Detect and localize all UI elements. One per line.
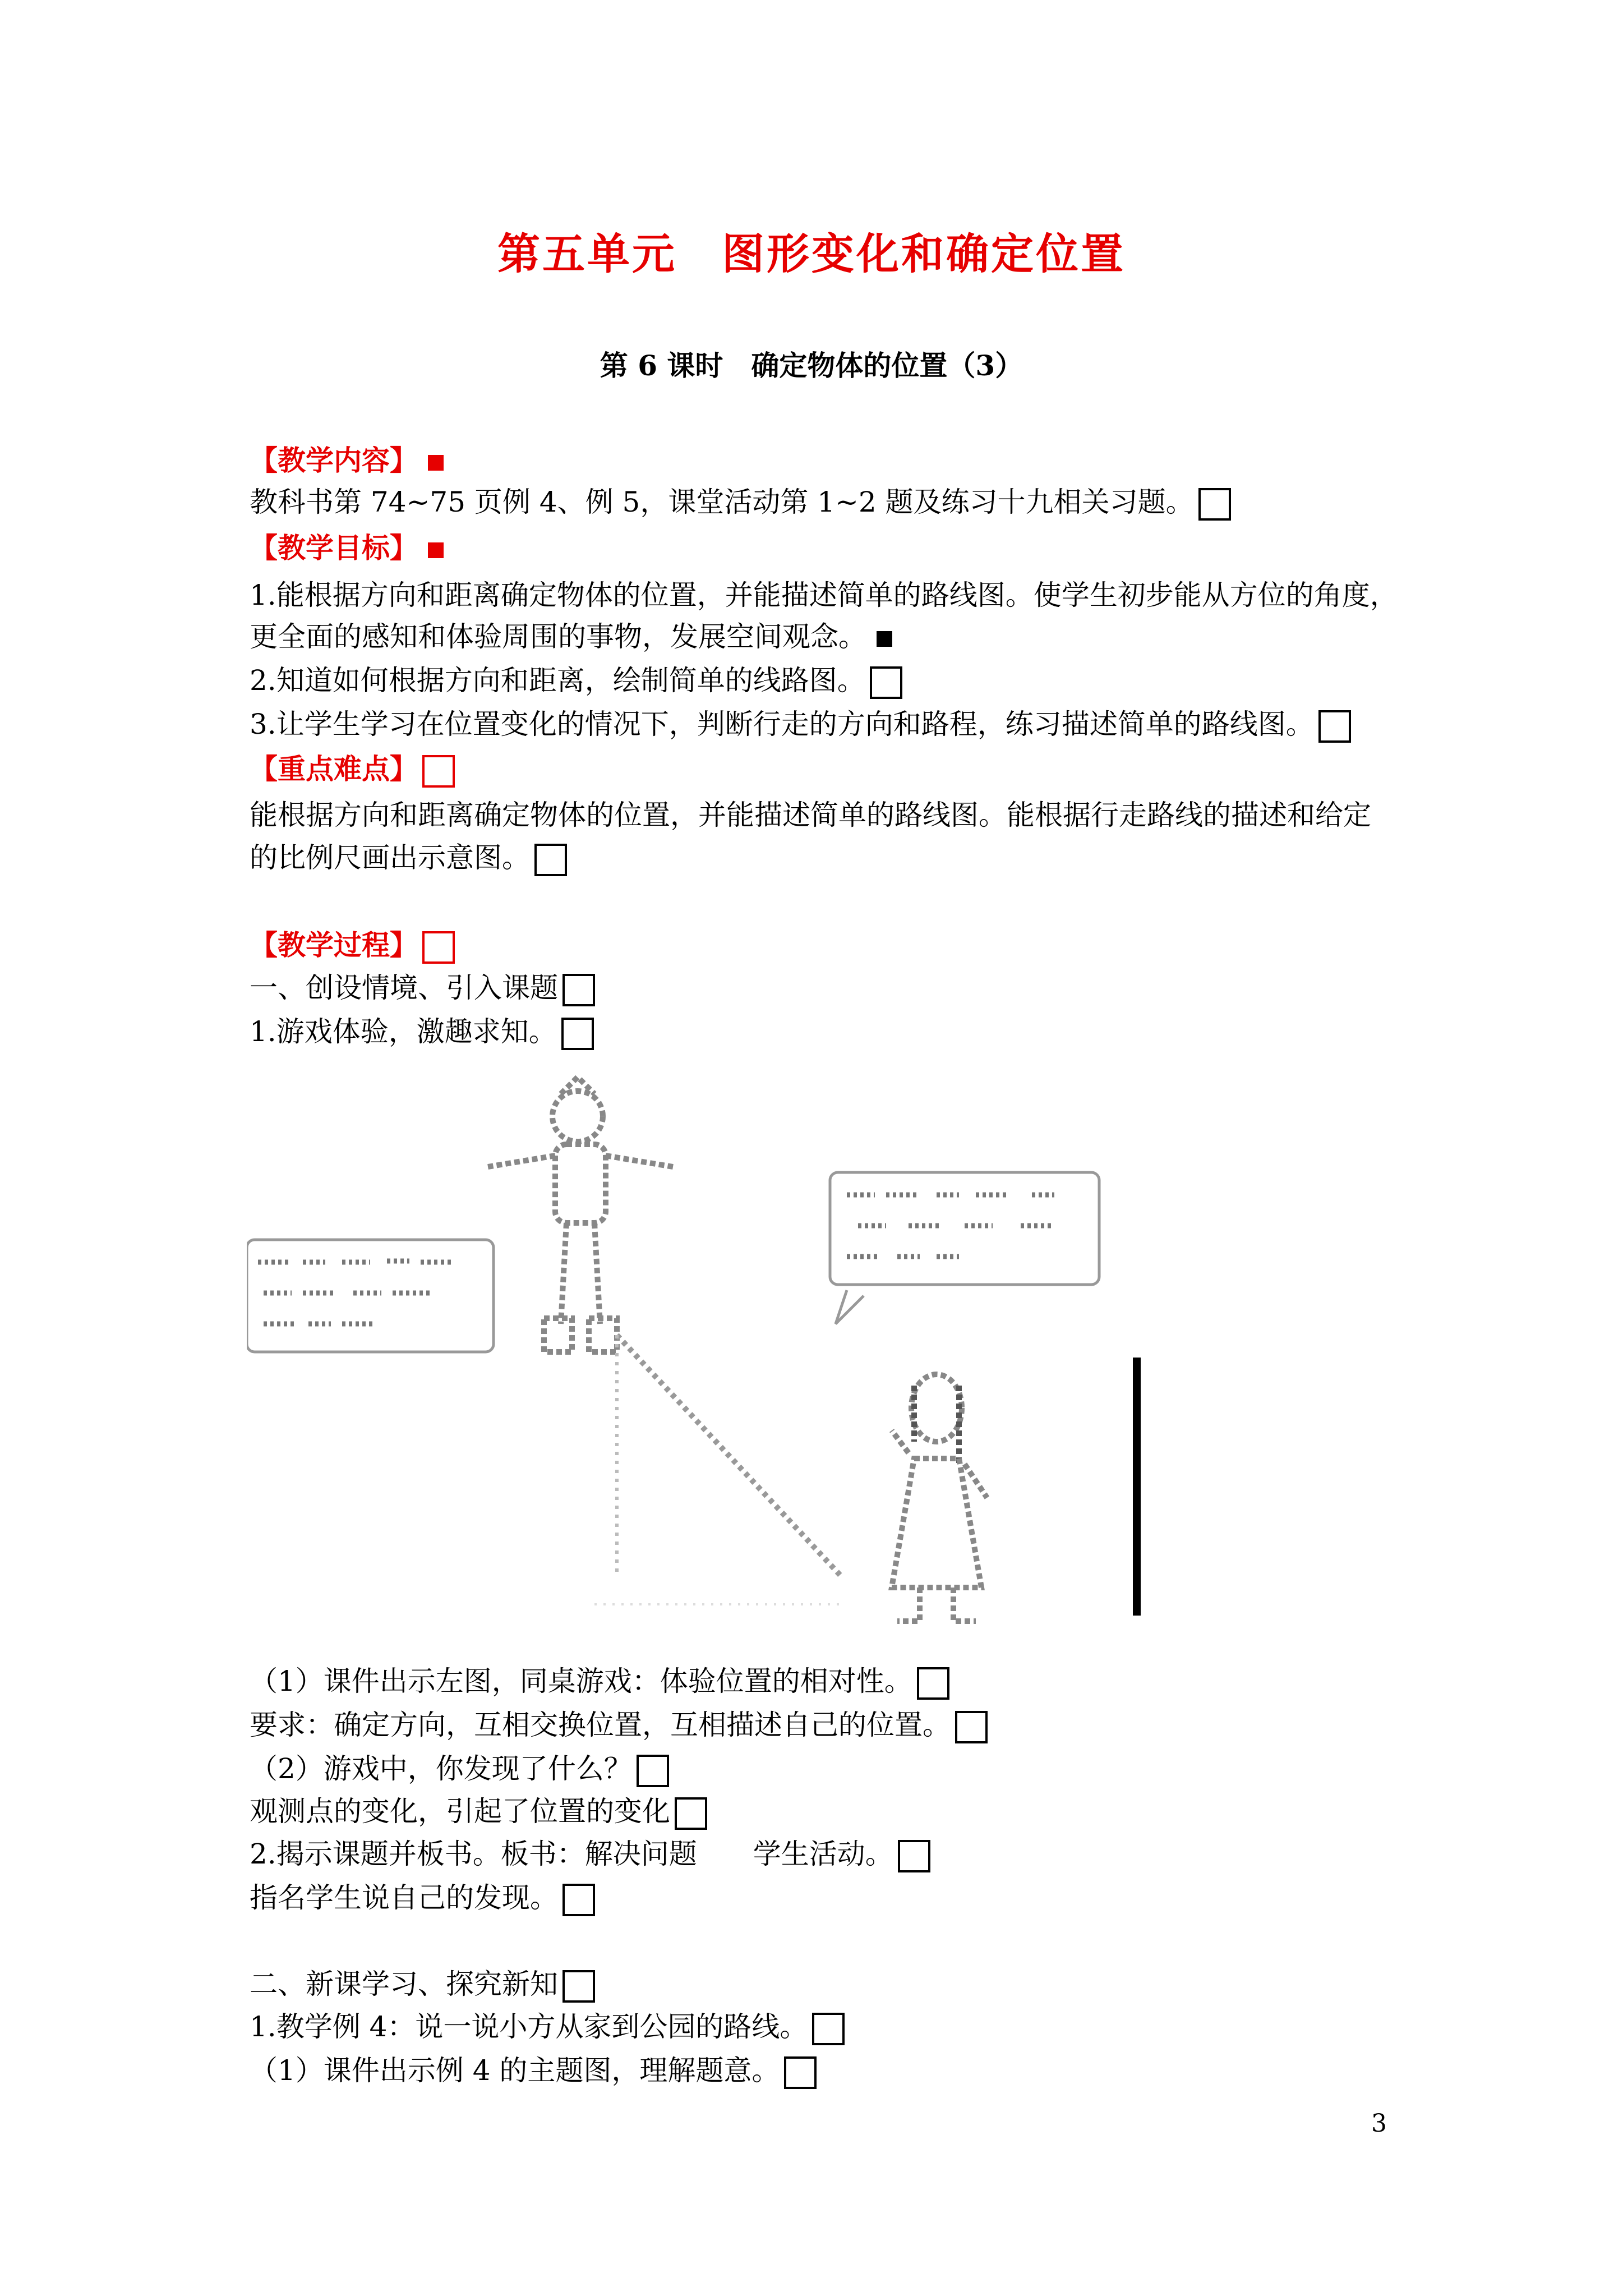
process-p11: （1）课件出示例 4 的主题图，理解题意。	[250, 2054, 780, 2087]
page-number: 3	[1371, 2109, 1387, 2138]
process-p4-row	[250, 1703, 988, 1747]
goal-1-line-b-row	[250, 615, 892, 659]
girl-figure	[892, 1374, 987, 1621]
content-text-row	[250, 480, 1231, 524]
process-heading-row	[250, 923, 455, 967]
process-p9-row	[250, 1962, 595, 2006]
red-checkbox[interactable]	[422, 755, 455, 788]
right-speech-bubble	[830, 1172, 1099, 1324]
process-p1: 一、创设情境、引入课题	[250, 972, 558, 1004]
process-heading: 【教学过程】	[250, 928, 418, 961]
process-p1-row	[250, 966, 595, 1010]
red-square-mark	[428, 542, 444, 558]
checkbox[interactable]	[955, 1711, 988, 1743]
key-text-2: 的比例尺画出示意图。	[250, 841, 530, 874]
key-heading-row	[250, 747, 455, 791]
checkbox[interactable]	[1318, 710, 1351, 743]
goal-1-line-b: 更全面的感知和体验周围的事物，发展空间观念。	[250, 620, 866, 653]
checkbox[interactable]	[562, 1970, 595, 2003]
process-p5-row	[250, 1747, 669, 1791]
process-p2: 1.游戏体验，激趣求知。	[250, 1015, 557, 1048]
checkbox[interactable]	[784, 2056, 817, 2089]
key-heading: 【重点难点】	[250, 752, 418, 785]
process-p10: 1.教学例 4：说一说小方从家到公园的路线。	[250, 2010, 808, 2043]
process-p8: 指名学生说自己的发现。	[250, 1881, 558, 1914]
vertical-bar	[1133, 1358, 1141, 1616]
checkbox[interactable]	[561, 1018, 594, 1050]
process-p10-row	[250, 2005, 845, 2049]
checkbox[interactable]	[917, 1667, 949, 1700]
lesson-subtitle: 第 6 课时 确定物体的位置（3）	[600, 349, 1023, 382]
unit-title: 第五单元 图形变化和确定位置	[497, 229, 1126, 279]
key-text-1: 能根据方向和距离确定物体的位置，并能描述简单的路线图。能根据行走路线的描述和给定	[250, 799, 1371, 831]
checkbox[interactable]	[562, 974, 595, 1006]
content-heading: 【教学内容】	[250, 444, 418, 477]
content-text: 教科书第 74~75 页例 4、例 5，课堂活动第 1~2 题及练习十九相关习题。	[250, 486, 1194, 518]
checkbox[interactable]	[534, 844, 567, 876]
process-p7-row	[250, 1832, 930, 1876]
process-p3-row	[250, 1659, 949, 1703]
boy-figure	[488, 1077, 673, 1352]
goal-2: 2.知道如何根据方向和距离，绘制简单的线路图。	[250, 664, 865, 697]
red-square-mark	[428, 455, 444, 471]
game-illustration	[247, 1071, 1166, 1644]
process-p7: 2.揭示课题并板书。板书：解决问题 学生活动。	[250, 1838, 893, 1870]
goal-3: 3.让学生学习在位置变化的情况下，判断行走的方向和路程，练习描述简单的路线图。	[250, 708, 1314, 740]
process-p8-row	[250, 1876, 595, 1920]
goals-heading-row	[250, 526, 444, 570]
checkbox[interactable]	[637, 1755, 669, 1787]
black-square-mark	[877, 631, 892, 647]
checkbox[interactable]	[898, 1840, 930, 1872]
checkbox[interactable]	[870, 666, 902, 699]
process-p11-row	[250, 2049, 817, 2092]
process-p4: 要求：确定方向，互相交换位置，互相描述自己的位置。	[250, 1709, 951, 1741]
process-p3: （1）课件出示左图，同桌游戏：体验位置的相对性。	[250, 1665, 912, 1697]
process-p6: 观测点的变化，引起了位置的变化	[250, 1795, 670, 1828]
goal-1-line-a: 1.能根据方向和距离确定物体的位置，并能描述简单的路线图。使学生初步能从方位的角度，	[250, 579, 1398, 611]
goal-3-row	[250, 702, 1351, 746]
goals-heading: 【教学目标】	[250, 531, 418, 564]
checkbox[interactable]	[812, 2013, 845, 2045]
checkbox[interactable]	[562, 1884, 595, 1916]
checkbox[interactable]	[675, 1797, 707, 1830]
key-text-2-row	[250, 836, 567, 880]
process-p9: 二、新课学习、探究新知	[250, 1968, 558, 2000]
process-p5: （2）游戏中，你发现了什么？	[250, 1752, 632, 1785]
process-p6-row	[250, 1789, 707, 1833]
red-checkbox[interactable]	[422, 931, 455, 964]
content-heading-row	[250, 439, 444, 482]
process-p2-row	[250, 1010, 594, 1053]
goal-2-row	[250, 659, 902, 702]
sight-line	[617, 1335, 841, 1576]
left-speech-bubble	[247, 1240, 494, 1352]
checkbox[interactable]	[1198, 488, 1231, 521]
